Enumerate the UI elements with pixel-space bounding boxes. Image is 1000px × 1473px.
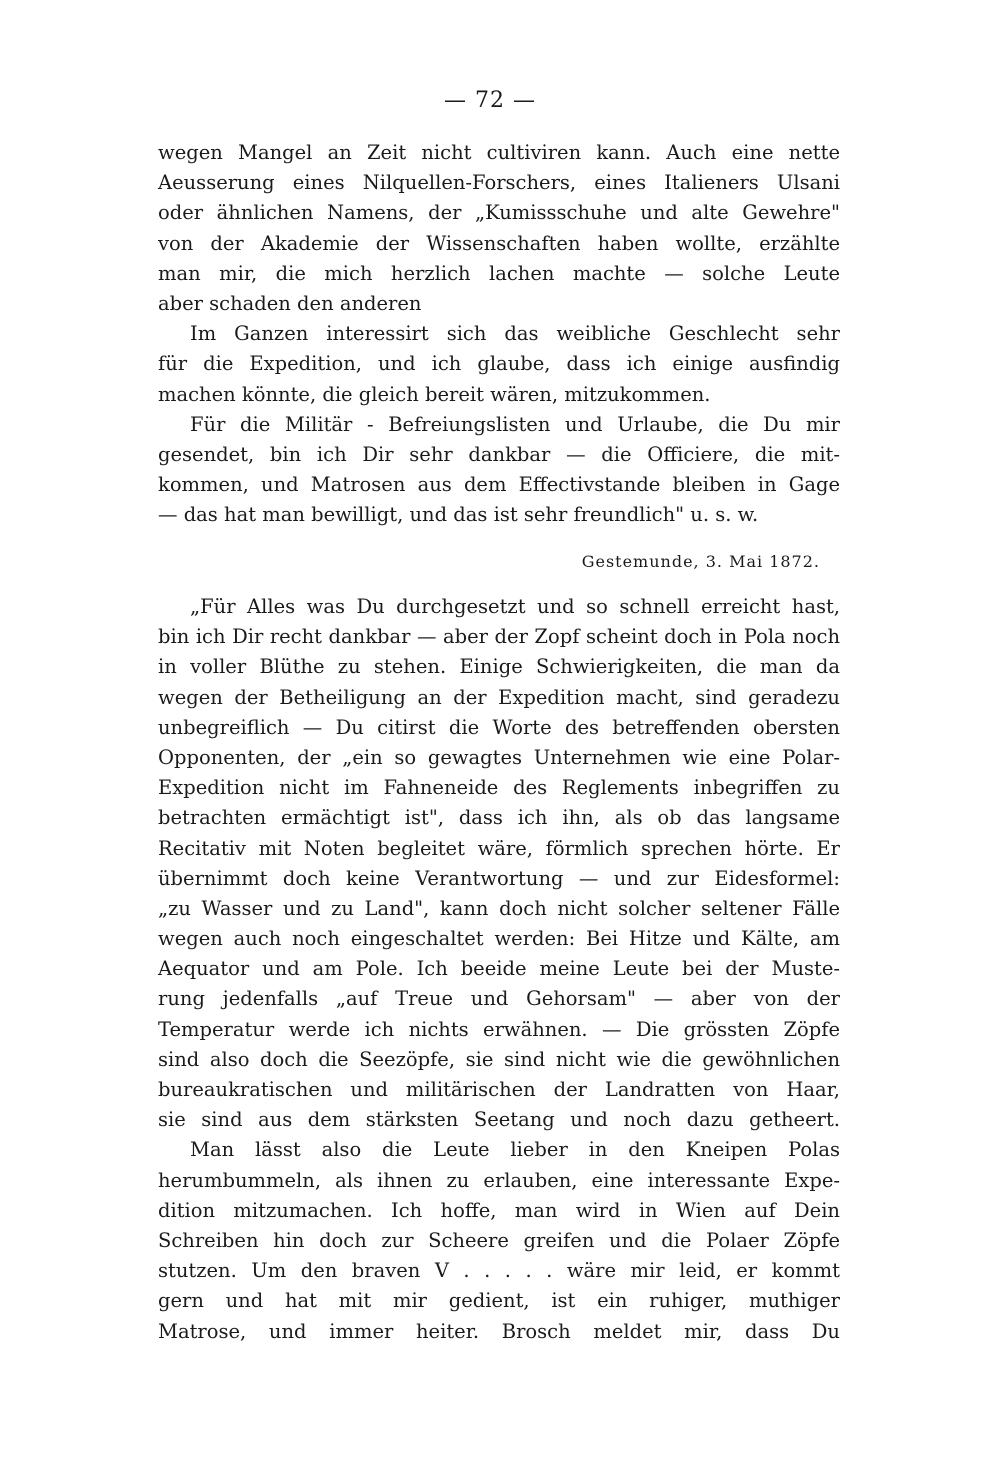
text-line: Temperatur werde ich nichts erwähnen. — Die grössten Zöpfe (158, 1017, 840, 1041)
text-line: gesendet, bin ich Dir sehr dankbar — die Officiere, die mit- (158, 442, 840, 466)
text-line: „zu Wasser und zu Land", kann doch nicht solcher seltener Fälle (158, 896, 840, 920)
dateline: Gestemunde, 3. Mai 1872. (581, 552, 820, 571)
text-block-1 (158, 138, 840, 530)
text-line: oder ähnlichen Namens, der „Kumissschuhe und alte Gewehre" (158, 201, 840, 225)
text-line: sie sind aus dem stärksten Seetang und noch dazu getheert. (158, 1108, 840, 1132)
text-line: übernimmt doch keine Verantwortung — und zur Eidesformel: (158, 866, 840, 890)
text-line: machen könnte, die gleich bereit wären, mitzukommen. (158, 382, 711, 406)
page-number: — 72 — (444, 88, 536, 113)
text-line: unbegreiflich — Du citirst die Worte des betreffenden obersten (158, 715, 840, 739)
text-line: Recitativ mit Noten begleitet wäre, förmlich sprechen hörte. Er (158, 836, 840, 860)
text-line: „Für Alles was Du durchgesetzt und so schnell erreicht hast, (190, 595, 840, 618)
text-line: Man lässt also die Leute lieber in den Kneipen Polas (190, 1138, 840, 1162)
text-line: kommen, und Matrosen aus dem Effectivstande bleiben in Gage (158, 473, 840, 497)
text-line: sind also doch die Seezöpfe, sie sind nicht wie die gewöhnlichen (158, 1047, 840, 1071)
text-line: aber schaden den anderen (158, 291, 422, 315)
text-line: Expedition nicht im Fahneneide des Reglements inbegriffen zu (158, 776, 840, 800)
text-line: stutzen. Um den braven V . . . . . wäre mir leid, er kommt (158, 1259, 840, 1283)
text-line: dition mitzumachen. Ich hoffe, man wird in Wien auf Dein (158, 1198, 840, 1222)
text-line: Opponenten, der „ein so gewagtes Unternehmen wie eine Polar- (158, 745, 840, 769)
text-line: Matrose, und immer heiter. Brosch meldet mir, dass Du (158, 1319, 840, 1343)
text-line: herumbummeln, als ihnen zu erlauben, eine interessante Expe- (158, 1168, 840, 1192)
text-line: gern und hat mit mir gedient, ist ein ruhiger, muthiger (158, 1289, 840, 1313)
text-block-2 (158, 592, 840, 1347)
text-line: Im Ganzen interessirt sich das weibliche Geschlecht sehr (190, 322, 840, 346)
text-line: man mir, die mich herzlich lachen machte — solche Leute (158, 261, 840, 285)
text-line: Aequator und am Pole. Ich beeide meine Leute bei der Muste- (158, 957, 840, 981)
text-line: betrachten ermächtigt ist", dass ich ihn, als ob das langsame (158, 806, 840, 830)
text-line: in voller Blüthe zu stehen. Einige Schwierigkeiten, die man da (158, 655, 840, 679)
text-line: wegen auch noch eingeschaltet werden: Bei Hitze und Kälte, am (158, 927, 840, 951)
text-line: für die Expedition, und ich glaube, dass ich einige ausfindig (158, 352, 840, 376)
text-line: rung jedenfalls „auf Treue und Gehorsam" — aber von der (158, 987, 840, 1011)
text-line: von der Akademie der Wissenschaften haben wollte, erzählte (158, 231, 840, 255)
text-line: Aeusserung eines Nilquellen-Forschers, eines Italieners Ulsani (158, 171, 840, 195)
text-line: Schreiben hin doch zur Scheere greifen und die Polaer Zöpfe (158, 1228, 840, 1252)
text-line: bin ich Dir recht dankbar — aber der Zopf scheint doch in Pola noch (158, 625, 840, 649)
text-line: — das hat man bewilligt, und das ist sehr freundlich" u. s. w. (158, 503, 759, 527)
text-line: wegen Mangel an Zeit nicht cultiviren kann. Auch eine nette (158, 141, 840, 164)
text-line: wegen der Betheiligung an der Expedition macht, sind geradezu (158, 685, 840, 709)
text-line: Für die Militär - Befreiungslisten und Urlaube, die Du mir (190, 412, 840, 436)
text-line: bureaukratischen und militärischen der Landratten von Haar, (158, 1078, 840, 1101)
